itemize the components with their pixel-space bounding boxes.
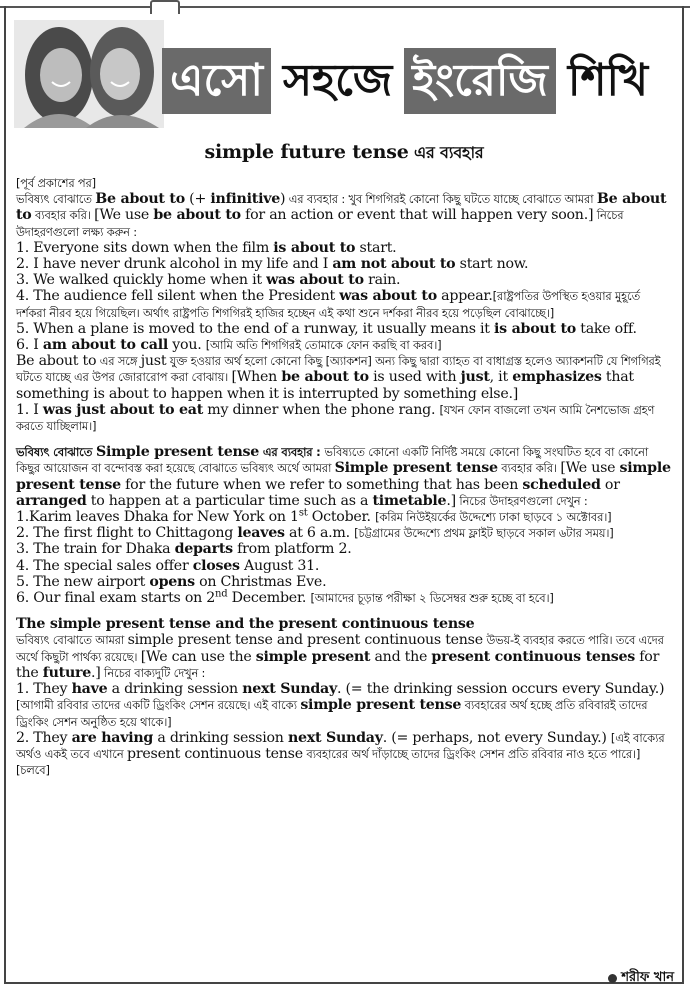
text: [রাষ্ট্রপতির উপস্থিত হওয়ার মুহূর্তে দর্শকরা নীরব হয়ে গিয়েছিল। অর্থাৎ রাষ্ট্রপতি শিগগিরই হাজির হচ্ছেন এই কথা শুনে দর্শকরা নীরব হয়ে পড়েছিল বোঝাচ্ছে।] bbox=[16, 289, 641, 320]
text: that something is about to happen when it is interrupted by something else.] bbox=[16, 369, 634, 402]
masthead bbox=[10, 14, 680, 132]
example-6 bbox=[16, 337, 672, 353]
two-women-photo bbox=[14, 20, 164, 128]
text: 1. They bbox=[16, 681, 72, 698]
text: emphasizes bbox=[512, 369, 602, 386]
just-example bbox=[16, 402, 672, 434]
text: Be about to bbox=[95, 191, 185, 208]
text: present continuous tense bbox=[127, 745, 303, 762]
title-word-2: সহজে bbox=[275, 48, 400, 114]
text: for the future when we refer to something that has been bbox=[120, 476, 523, 493]
text: is used with bbox=[368, 369, 461, 386]
text: এর সঙ্গে bbox=[96, 354, 141, 369]
text: [আমি অতি শিগগিরই তোমাকে ফোন করছি বা করব।] bbox=[205, 338, 442, 353]
text: 5. The new airport bbox=[16, 573, 150, 590]
text: ব্যবহারের অর্থ হচ্ছে প্রতি রবিবারই তাদের ড্রিংকিং সেশন অনুষ্ঠিত হয়ে থাকে।] bbox=[16, 698, 648, 729]
text: be about to bbox=[153, 207, 241, 224]
text: next Sunday bbox=[242, 681, 337, 698]
text: নিচের উদাহরণগুলো দেখুন : bbox=[455, 493, 588, 508]
text: 2. The first flight to Chittagong bbox=[16, 525, 238, 542]
text: start now. bbox=[455, 256, 529, 273]
text: are having bbox=[71, 729, 154, 746]
text: ) bbox=[279, 191, 286, 208]
text: ভবিষ্যৎ বোঝাতে bbox=[16, 192, 96, 207]
intro-paragraph bbox=[16, 191, 672, 240]
intro-paragraph bbox=[16, 444, 672, 509]
title-word-3: ইংরেজি bbox=[404, 48, 556, 114]
text: Simple present tense bbox=[95, 444, 260, 461]
text: take off. bbox=[576, 320, 637, 337]
example-4 bbox=[16, 288, 672, 320]
text: simple present tense bbox=[16, 460, 671, 493]
spacer bbox=[16, 606, 672, 616]
text: opens bbox=[149, 573, 195, 590]
text: [আগামী রবিবার তাদের একটি ড্রিংকিং সেশন রয়েছে। এই বাক্যে bbox=[16, 698, 301, 713]
article-headline bbox=[16, 140, 672, 167]
text: 1. Everyone sits down when the film bbox=[16, 239, 274, 256]
text: was just about to eat bbox=[42, 401, 204, 418]
text: at 6 a.m. bbox=[284, 525, 355, 542]
example-4 bbox=[16, 558, 672, 574]
text: just bbox=[460, 369, 490, 386]
text: nd bbox=[215, 588, 228, 600]
text: .] bbox=[91, 664, 101, 681]
text: a drinking session bbox=[153, 729, 288, 746]
text: 6. Our final exam starts on 2 bbox=[16, 590, 216, 607]
text: [যখন ফোন বাজলো তখন আমি নৈশভোজ গ্রহণ করতে যাচ্ছিলাম।] bbox=[16, 402, 655, 434]
masthead-title bbox=[162, 46, 656, 116]
text: or bbox=[600, 476, 620, 493]
text: was about to bbox=[339, 288, 437, 305]
text: on Christmas Eve. bbox=[194, 573, 327, 590]
text: appear. bbox=[436, 288, 493, 305]
text: Simple present tense bbox=[334, 460, 498, 477]
text: . (= perhaps, not every Sunday.) bbox=[382, 729, 611, 746]
text: present continuous tenses bbox=[431, 648, 636, 665]
text: 2. I have never drunk alcohol in my life and I bbox=[16, 256, 333, 273]
title-word-1: এসো bbox=[162, 48, 271, 114]
text: 2. They bbox=[16, 729, 72, 746]
example-2 bbox=[16, 525, 672, 541]
text: 3. We walked quickly home when it bbox=[16, 272, 267, 289]
text: is about to bbox=[494, 320, 576, 337]
text: is about to bbox=[273, 239, 356, 256]
text: future bbox=[42, 664, 92, 681]
header-photo bbox=[14, 20, 164, 128]
text: এর ব্যবহার : খুব শিগগিরই কোনো কিছু ঘটতে যাচ্ছে বোঝাতে আমরা bbox=[285, 192, 597, 207]
text: have bbox=[71, 681, 108, 698]
text: simple present bbox=[255, 648, 371, 665]
section-be-about-to bbox=[16, 175, 672, 434]
text: October. bbox=[307, 509, 376, 526]
just-paragraph bbox=[16, 353, 672, 402]
text: Be about to bbox=[16, 353, 97, 370]
text: নিচের বাক্যদুটি দেখুন : bbox=[100, 665, 206, 680]
text: am about to call bbox=[42, 337, 169, 354]
example-1 bbox=[16, 240, 672, 256]
text: [We use bbox=[560, 460, 620, 477]
text: was about to bbox=[266, 272, 364, 289]
text: নিচের উদাহরণগুলো লক্ষ্য করুন : bbox=[16, 208, 624, 239]
previous-note: [পূর্ব প্রকাশের পর] bbox=[16, 176, 96, 190]
text: ব্যবহারের অর্থ দাঁড়াচ্ছে তাদের ড্রিংকিং সেশন প্রতি রবিবার নাও হতে পারে।] [চলবে] bbox=[16, 746, 641, 778]
text: leaves bbox=[237, 525, 285, 542]
text: for the bbox=[16, 648, 660, 681]
text: যুক্ত হওয়ার অর্থ হলো কোনো কিছু [অ্যাকশন] অন্য কিছু দ্বারা ব্যাহত বা বাধাগ্রস্ত হলেও অ্যাকশনটি যে শিগগিরই ঘটতে যাচ্ছে এর উপর জোরারোপ করা বোঝায়। bbox=[16, 354, 661, 385]
text: (+ bbox=[184, 191, 211, 208]
text: , it bbox=[489, 369, 513, 386]
text: be about to bbox=[281, 369, 369, 386]
text: next Sunday bbox=[287, 729, 383, 746]
text: August 31. bbox=[239, 557, 320, 574]
text: start. bbox=[355, 239, 397, 256]
text: [করিম নিউইয়র্কের উদ্দেশ্যে ঢাকা ছাড়বে ১ অক্টোবর।] bbox=[375, 510, 612, 525]
text: ভবিষ্যৎ বোঝাতে আমরা bbox=[16, 633, 128, 648]
section-present-vs-continuous bbox=[16, 616, 672, 778]
text: 1. I bbox=[16, 401, 43, 418]
text: 4. The audience fell silent when the President bbox=[16, 288, 340, 305]
text: and the bbox=[370, 648, 432, 665]
example-2 bbox=[16, 256, 672, 272]
text: .] bbox=[446, 492, 456, 509]
section-simple-present bbox=[16, 444, 672, 606]
text: . (= the drinking session occurs every Sunday.) bbox=[337, 681, 665, 698]
author-byline bbox=[608, 968, 674, 989]
text: উভয়-ই ব্যবহার করতে পারি। তবে এদের অর্থে কিছুটা পার্থক্য রয়েছে। bbox=[16, 633, 664, 664]
text: [When bbox=[231, 369, 282, 386]
text: my dinner when the phone rang. bbox=[203, 401, 440, 418]
headline-english: simple future tense bbox=[204, 141, 409, 163]
text: [এই বাক্যের অর্থও একই তবে এখানে bbox=[16, 730, 665, 761]
text: rain. bbox=[363, 272, 401, 289]
text: for an action or event that will happen very soon.] bbox=[240, 207, 594, 224]
text: 4. The special sales offer bbox=[16, 557, 193, 574]
text: ব্যবহার করি। bbox=[31, 208, 95, 223]
text: closes bbox=[192, 557, 240, 574]
text: from platform 2. bbox=[232, 541, 352, 558]
example-5 bbox=[16, 574, 672, 590]
example-1 bbox=[16, 681, 672, 730]
text: ব্যবহার করি। bbox=[497, 461, 561, 476]
text: st bbox=[298, 507, 308, 519]
bullet-icon bbox=[608, 974, 617, 983]
text: 1.Karim leaves Dhaka for New York on 1 bbox=[16, 509, 299, 526]
section-heading: The simple present tense and the present continuous tense bbox=[16, 616, 475, 633]
text: [We use bbox=[94, 207, 154, 224]
text: simple present tense and present continuous tense bbox=[127, 632, 483, 649]
text: a drinking session bbox=[107, 681, 243, 698]
example-2 bbox=[16, 730, 672, 779]
text: to happen at a particular time such as a bbox=[86, 492, 373, 509]
text: arranged bbox=[16, 492, 87, 509]
example-6 bbox=[16, 590, 672, 606]
text: December. bbox=[227, 590, 311, 607]
article-body bbox=[16, 140, 672, 778]
example-5 bbox=[16, 321, 672, 337]
text: [We can use the bbox=[140, 648, 256, 665]
text: infinitive bbox=[210, 191, 280, 208]
text: you. bbox=[168, 337, 206, 354]
headline-bangla: এর ব্যবহার bbox=[408, 143, 484, 162]
example-1 bbox=[16, 509, 672, 525]
text: scheduled bbox=[522, 476, 601, 493]
example-3 bbox=[16, 541, 672, 557]
text: Be about to bbox=[16, 191, 667, 224]
text: [আমাদের চূড়ান্ত পরীক্ষা ২ ডিসেম্বর শুরু হচ্ছে বা হবে।] bbox=[310, 591, 554, 606]
author-name: শরীফ খান bbox=[621, 970, 674, 985]
text: ভবিষ্যতে কোনো একটি নির্দিষ্ট সময়ে কোনো কিছু সংঘটিত হবে বা কোনো কিছুর আয়োজন বা বন্দোবস্ত করা হয়েছে বোঝাতে ভবিষ্যৎ অর্থে আমরা bbox=[16, 445, 649, 476]
text: departs bbox=[174, 541, 233, 558]
text: am not about to bbox=[332, 256, 456, 273]
text: 3. The train for Dhaka bbox=[16, 541, 175, 558]
text: এর ব্যবহার : bbox=[259, 445, 325, 460]
text: simple present tense bbox=[300, 697, 462, 714]
example-3 bbox=[16, 272, 672, 288]
text: just bbox=[140, 353, 167, 370]
text: [চট্টগ্রামের উদ্দেশ্যে প্রথম ফ্লাইট ছাড়বে সকাল ৬টার সময়।] bbox=[354, 526, 614, 541]
text: ভবিষ্যৎ বোঝাতে bbox=[16, 445, 96, 460]
text: timetable bbox=[372, 492, 447, 509]
text: 6. I bbox=[16, 337, 43, 354]
intro-paragraph bbox=[16, 632, 672, 681]
title-word-4: শিখি bbox=[560, 48, 656, 114]
text: 5. When a plane is moved to the end of a runway, it usually means it bbox=[16, 320, 495, 337]
spacer bbox=[16, 434, 672, 444]
